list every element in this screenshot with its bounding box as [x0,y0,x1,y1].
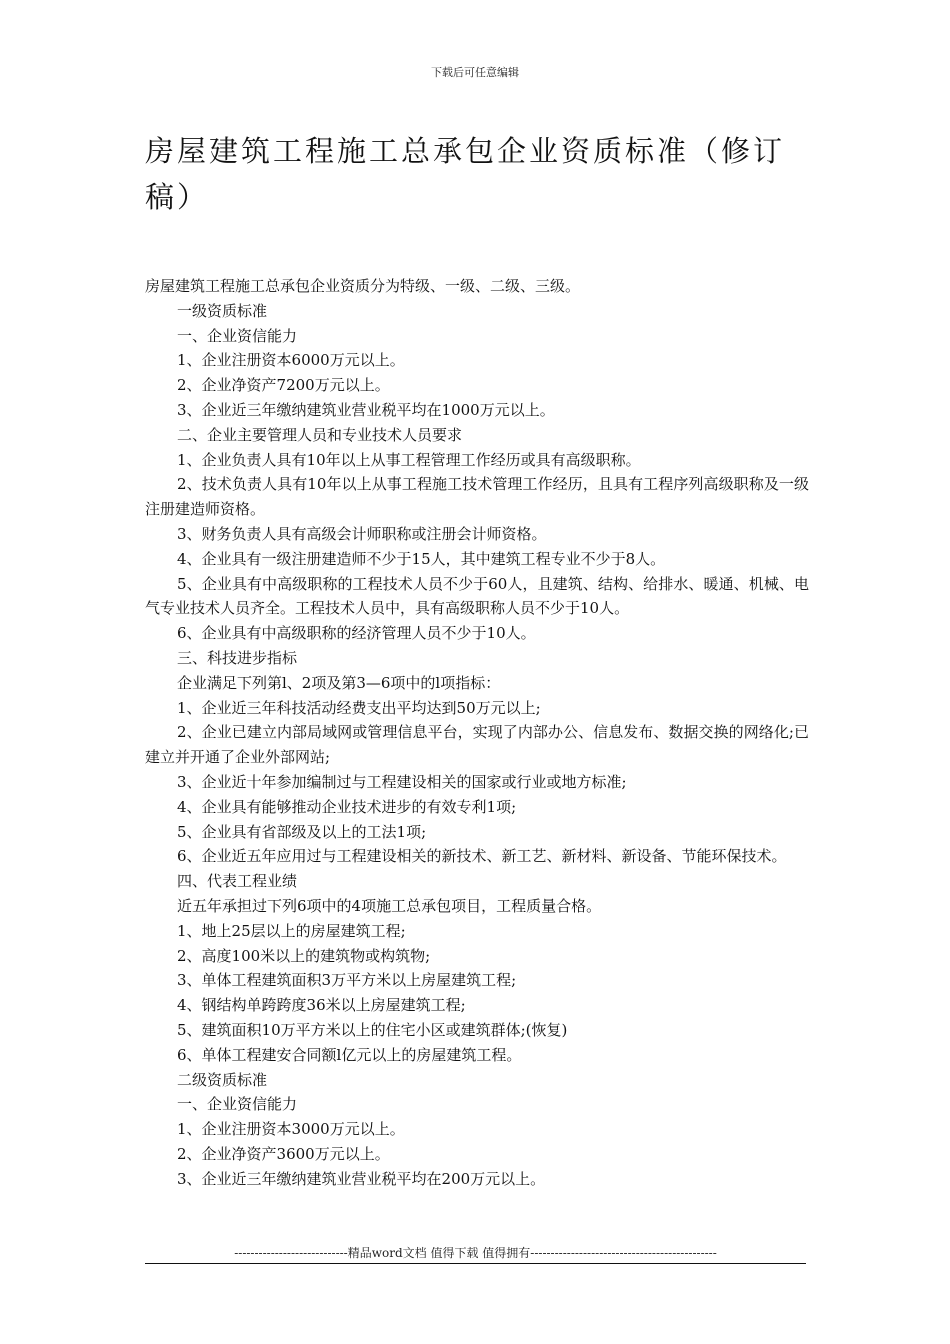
body-paragraph: 1、企业注册资本3000万元以上。 [177,1120,405,1139]
body-paragraph: 一、企业资信能力 [177,326,298,345]
body-paragraph: 3、企业近三年缴纳建筑业营业税平均在1000万元以上。 [177,400,555,419]
body-paragraph: 2、企业净资产7200万元以上。 [177,376,390,395]
body-paragraph: 一、企业资信能力 [177,1095,298,1114]
body-paragraph: 2、高度100米以上的建筑物或构筑物; [177,946,431,965]
body-paragraph: 5、企业具有省部级及以上的工法1项; [177,822,427,841]
body-paragraph: 企业满足下列第l、2项及第3—6项中的l项指标： [177,673,501,692]
body-paragraph: 3、财务负责人具有高级会计师职称或注册会计师资格。 [177,524,547,543]
body-paragraph: 3、企业近三年缴纳建筑业营业税平均在200万元以上。 [177,1169,546,1188]
document-body [145,274,809,1191]
body-paragraph: 1、企业近三年科技活动经费支出平均达到50万元以上; [177,698,541,717]
body-paragraph: 5、建筑面积10万平方米以上的住宅小区或建筑群体;(恢复) [177,1020,568,1039]
body-paragraph: 5、企业具有中高级职称的工程技术人员不少于60人，且建筑、结构、给排水、暖通、机械、电气专业技术人员齐全。工程技术人员中，具有高级职称人员不少于10人。 [145,574,809,618]
page-footer: ----------------------------精品word文档 值得下载 值得拥有---------------------------------------------- [145,1244,806,1264]
body-paragraph: 2、企业净资产3600万元以上。 [177,1144,390,1163]
page-header: 下载后可任意编辑 [431,66,519,79]
body-paragraph: 1、企业注册资本6000万元以上。 [177,351,405,370]
body-paragraph: 6、企业具有中高级职称的经济管理人员不少于10人。 [177,624,536,643]
body-paragraph: 3、单体工程建筑面积3万平方米以上房屋建筑工程; [177,971,517,990]
body-paragraph: 4、企业具有能够推动企业技术进步的有效专利1项; [177,797,517,816]
body-paragraph: 4、钢结构单跨跨度36米以上房屋建筑工程; [177,996,466,1015]
body-paragraph: 近五年承担过下列6项中的4项施工总承包项目，工程质量合格。 [177,896,602,915]
body-paragraph: 4、企业具有一级注册建造师不少于15人，其中建筑工程专业不少于8人。 [177,549,666,568]
body-paragraph: 房屋建筑工程施工总承包企业资质分为特级、一级、二级、三级。 [145,277,581,295]
body-paragraph: 1、地上25层以上的房屋建筑工程; [177,921,406,940]
body-paragraph: 1、企业负责人具有10年以上从事工程管理工作经历或具有高级职称。 [177,450,641,469]
body-paragraph: 一级资质标准 [177,301,268,320]
body-paragraph: 二级资质标准 [177,1070,268,1089]
body-paragraph: 6、企业近五年应用过与工程建设相关的新技术、新工艺、新材料、新设备、节能环保技术。 [177,847,787,866]
body-paragraph: 2、技术负责人具有10年以上从事工程施工技术管理工作经历，且具有工程序列高级职称及一级注册建造师资格。 [145,475,809,519]
body-paragraph: 6、单体工程建安合同额l亿元以上的房屋建筑工程。 [177,1045,522,1064]
body-paragraph: 四、代表工程业绩 [177,872,298,891]
body-paragraph: 3、企业近十年参加编制过与工程建设相关的国家或行业或地方标准; [177,772,627,791]
body-paragraph: 三、科技进步指标 [177,648,298,667]
body-paragraph: 2、企业已建立内部局域网或管理信息平台，实现了内部办公、信息发布、数据交换的网络化;已建立并开通了企业外部网站; [145,723,809,767]
document-title: 房屋建筑工程施工总承包企业资质标准（修订稿） [145,134,786,214]
body-paragraph: 二、企业主要管理人员和专业技术人员要求 [177,425,463,444]
